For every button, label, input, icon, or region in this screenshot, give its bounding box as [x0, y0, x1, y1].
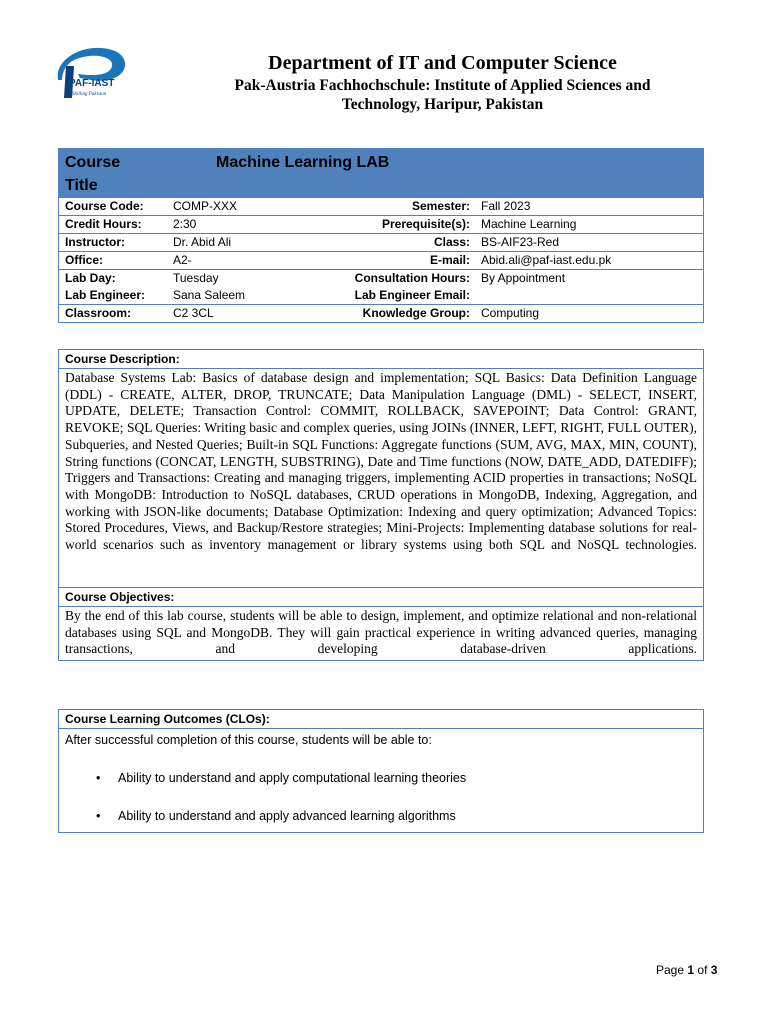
field-label: Credit Hours: — [65, 217, 142, 231]
field-value: By Appointment — [481, 271, 566, 285]
field-value — [481, 287, 703, 304]
clo-intro: After successful completion of this course, students will be able to: — [65, 733, 432, 747]
field-label: Classroom: — [65, 306, 132, 320]
field-value: Tuesday — [173, 271, 219, 285]
field-value: A2- — [173, 253, 192, 267]
course-info-row — [59, 304, 703, 322]
field-label: Lab Engineer Email: — [354, 288, 470, 302]
bullet-icon: • — [96, 771, 101, 785]
field-value: 2:30 — [173, 217, 197, 231]
field-label: Instructor: — [65, 235, 125, 249]
field-value: Fall 2023 — [481, 199, 531, 213]
svg-text:PAF-IAST: PAF-IAST — [69, 78, 115, 89]
page-number: Page 1 of 3 — [656, 963, 718, 977]
course-title-bar — [59, 149, 703, 197]
course-description-heading: Course Description: — [59, 350, 703, 369]
course-description-section — [58, 349, 704, 661]
field-label: Office: — [65, 253, 104, 267]
institute-logo — [52, 44, 132, 100]
department-title: Department of IT and Computer Science — [268, 52, 617, 74]
course-info-row — [59, 269, 703, 287]
course-description-text: Database Systems Lab: Basics of database design and implementation; SQL Basics: Data Definition Language (DDL) - CREATE, ALTER, DROP, TRUNCATE; Data Manipulation Language (DML) - SELECT, INSERT, UPDATE, DELETE; Transaction Control: COMMIT, ROLLBACK, SAVEPOINT; Data Control: GRANT, REVOKE; SQL Queries: Writing basic and complex queries, using JOINs (INNER, LEFT, RIGHT, FULL OUTER), Subqueries, and Nested Queries; Built-in SQL Functions: Aggregate functions (SUM, AVG, MAX, MIN, COUNT), String functions (CONCAT, LENGTH, SUBSTRING), Date and Time functions (NOW, DATE_ADD, DATEDIFF); Triggers and Transactions: Creating and managing triggers, implementing ACID properties in transactions; NoSQL with MongoDB: Introduction to NoSQL databases, CRUD operations in MongoDB, Indexing, Aggregation, and working with JSON-like documents; Database Optimization: Indexing and query optimization; Advanced Topics: Stored Procedures, Views, and Backup/Restore strategies; Mini-Projects: Implementing database solutions for real-world scenarios such as inventory management or library systems using both SQL and NoSQL technologies. — [65, 370, 697, 553]
field-label: Semester: — [411, 199, 470, 213]
clo-item: • Ability to understand and apply computational learning theories — [96, 771, 467, 785]
field-label: Consultation Hours: — [354, 271, 470, 285]
field-label: E-mail: — [429, 253, 470, 267]
bullet-icon: • — [96, 809, 101, 823]
field-value: Sana Saleem — [173, 288, 246, 302]
field-label: Prerequisite(s): — [381, 217, 470, 231]
field-value: Dr. Abid Ali — [173, 235, 232, 249]
course-info-rows — [59, 197, 703, 322]
field-value: Computing — [481, 306, 540, 320]
course-title-label: Course Title — [65, 154, 121, 194]
course-info-row — [59, 287, 703, 304]
field-label: Knowledge Group: — [362, 306, 470, 320]
institute-name-line-2: Technology, Haripur, Pakistan — [341, 96, 544, 113]
course-objectives-text: By the end of this lab course, students will be able to design, implement, and optimize relational and non-relational databases using SQL and MongoDB. They will gain practical experience in writing advanced queries, managing transactions, and developing database-driven applications. — [65, 608, 697, 657]
course-objectives-heading: Course Objectives: — [59, 587, 703, 607]
field-value: COMP-XXX — [173, 199, 238, 213]
course-info-row — [59, 215, 703, 233]
field-label: Lab Engineer: — [65, 288, 146, 302]
svg-text:Shilling Pakistan: Shilling Pakistan — [72, 92, 107, 97]
clo-section — [58, 709, 704, 833]
course-title-value: Machine Learning LAB — [216, 154, 390, 171]
field-value: BS-AIF23-Red — [481, 235, 560, 249]
course-info-row — [59, 251, 703, 269]
field-label: Lab Day: — [65, 271, 116, 285]
clo-heading: Course Learning Outcomes (CLOs): — [59, 710, 703, 729]
field-value: C2 3CL — [173, 306, 214, 320]
document-header — [190, 52, 695, 114]
field-label: Course Code: — [65, 199, 144, 213]
field-label: Class: — [433, 235, 470, 249]
course-info-row — [59, 197, 703, 215]
course-info-table — [58, 148, 704, 323]
field-value: Machine Learning — [481, 217, 577, 231]
institute-name-line-1: Pak-Austria Fachhochschule: Institute of Applied Sciences and — [234, 77, 651, 94]
clo-item: • Ability to understand and apply advanced learning algorithms — [96, 809, 456, 823]
clo-list — [59, 770, 703, 824]
field-value: Abid.ali@paf-iast.edu.pk — [481, 253, 612, 267]
course-info-row — [59, 233, 703, 251]
